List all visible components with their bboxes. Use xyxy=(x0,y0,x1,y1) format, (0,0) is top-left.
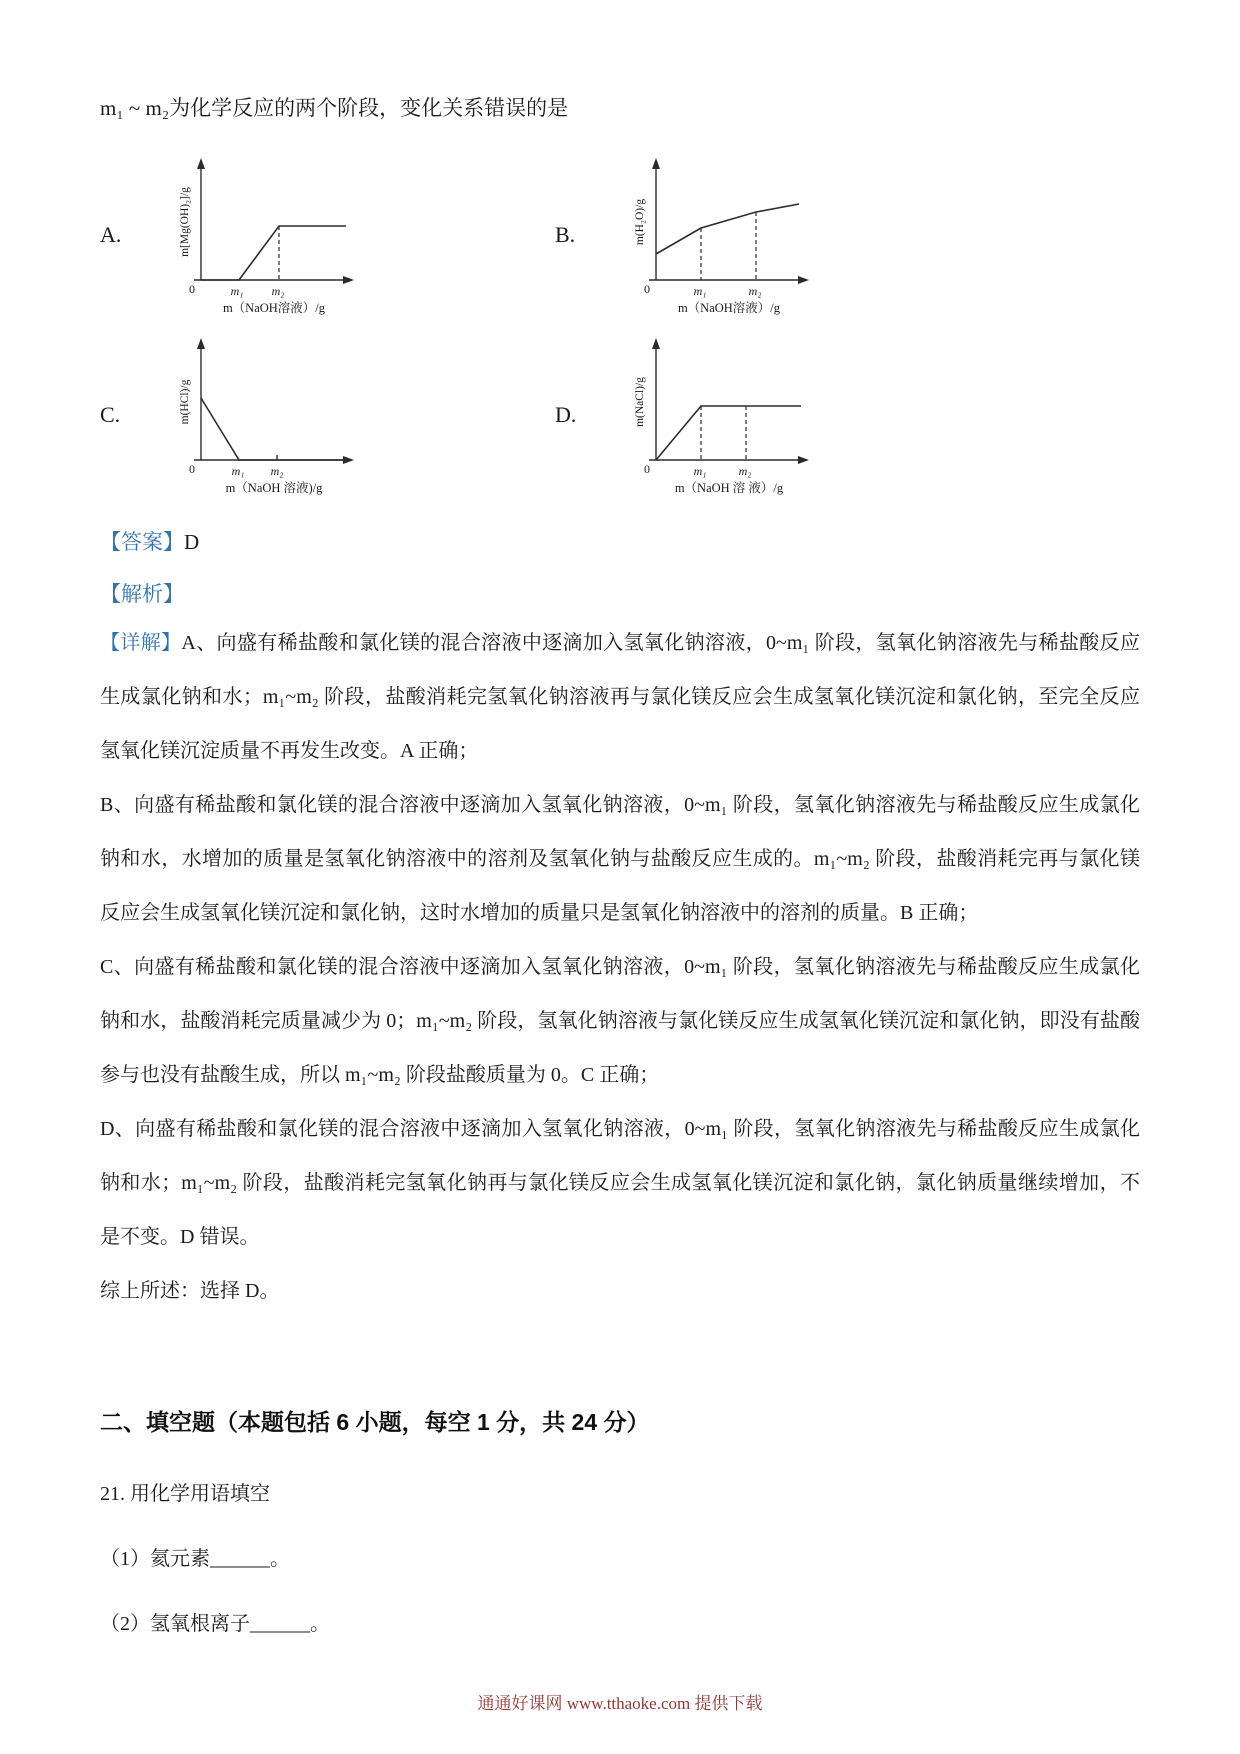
x-axis-arrow-icon xyxy=(343,276,354,284)
option-d-chart xyxy=(601,332,841,498)
option-b xyxy=(555,152,1140,318)
question-stem: m₁ ~ m₂为化学反应的两个阶段，变化关系错误的是 xyxy=(100,96,569,120)
section-header: 二、填空题（本题包括 6 小题，每空 1 分，共 24 分） xyxy=(100,1409,650,1435)
curve-c xyxy=(201,398,346,460)
tick-zero: 0 xyxy=(644,282,650,296)
explanation-paragraph-d: D、向盛有稀盐酸和氯化镁的混合溶液中逐滴加入氢氧化钠溶液，0~m₁ 阶段，氢氧化钠溶液先与稀盐酸反应生成氯化钠和水；m₁~m₂ 阶段，盐酸消耗完氢氧化钠再与氯化镁反应会生成氢氧化镁沉淀和氯化钠，氯化钠质量继续增加，不是不变。D 错误。 xyxy=(100,1118,1140,1248)
answer-line xyxy=(100,526,1140,556)
option-b-label: B. xyxy=(555,222,576,247)
tick-m1: m₁ xyxy=(231,464,245,478)
question-21-blank-2: （2）氢氧根离子______。 xyxy=(100,1613,330,1635)
x-axis-label: m（NaOH 溶 液）/g xyxy=(674,481,784,495)
explanation-paragraph-c: C、向盛有稀盐酸和氯化镁的混合溶液中逐滴加入氢氧化钠溶液，0~m₁ 阶段，氢氧化钠溶液先与稀盐酸反应生成氯化钠和水，盐酸消耗完质量减少为 0；m₁~m₂ 阶段，氢氧化钠溶液与氯化镁反应生成氢氧化镁沉淀和氯化钠，即没有盐酸参与也没有盐酸生成，所以 m₁~m₂ 阶段盐酸质量为 0。C 正确； xyxy=(100,956,1140,1086)
explanation-paragraph-b: B、向盛有稀盐酸和氯化镁的混合溶液中逐滴加入氢氧化钠溶液，0~m₁ 阶段，氢氧化钠溶液先与稀盐酸反应生成氯化钠和水，水增加的质量是氢氧化钠溶液中的溶剂及氢氧化钠与盐酸反应生成的。m₁~m₂ 阶段，盐酸消耗完再与氯化镁反应会生成氢氧化镁沉淀和氯化钠，这时水增加的质量只是氢氧化钠溶液中的溶剂的质量。B 正确； xyxy=(100,794,1140,924)
option-c-label: C. xyxy=(100,402,121,427)
option-c-chart xyxy=(146,332,386,498)
conclusion-line: 综上所述：选择 D。 xyxy=(100,1280,280,1302)
tick-zero: 0 xyxy=(644,462,650,476)
y-axis-label: m(NaCl)/g xyxy=(634,377,646,427)
tick-m2: m₂ xyxy=(748,284,762,298)
tick-zero: 0 xyxy=(189,462,195,476)
option-a-chart xyxy=(146,152,386,318)
options-grid xyxy=(100,152,1140,498)
detail-tag: 【详解】 xyxy=(100,632,182,654)
y-axis-label: m[Mg(OH)₂]/g xyxy=(179,187,191,257)
analysis-line xyxy=(100,578,1140,608)
x-axis-label: m（NaOH溶液）/g xyxy=(677,301,781,315)
explanation-text-a: A、向盛有稀盐酸和氯化镁的混合溶液中逐滴加入氢氧化钠溶液，0~m₁ 阶段，氢氧化钠溶液先与稀盐酸反应生成氯化钠和水；m₁~m₂ 阶段，盐酸消耗完氢氧化钠溶液再与氯化镁反应会生成氢氧化镁沉淀和氯化钠，至完全反应氢氧化镁沉淀质量不再发生改变。A 正确； xyxy=(100,632,1140,762)
explanation-block xyxy=(100,616,1140,1318)
answer-tag: 【答案】 xyxy=(100,530,184,554)
page-footer: 通通好课网 www.tthaoke.com 提供下载 xyxy=(477,1694,763,1713)
option-a xyxy=(100,152,555,318)
answer-value: D xyxy=(184,530,200,554)
curve-b xyxy=(656,204,799,254)
option-b-chart xyxy=(601,152,841,318)
explanation-paragraph-a xyxy=(100,616,1140,778)
tick-m1: m₁ xyxy=(230,284,244,298)
tick-m1: m₁ xyxy=(693,284,707,298)
curve-d xyxy=(656,406,801,460)
question-21-title: 21. 用化学用语填空 xyxy=(100,1483,270,1505)
option-d-label: D. xyxy=(555,402,577,427)
tick-m2: m₂ xyxy=(271,284,285,298)
x-axis-arrow-icon xyxy=(798,456,809,464)
tick-m2: m₂ xyxy=(738,464,752,478)
tick-zero: 0 xyxy=(189,282,195,296)
analysis-tag: 【解析】 xyxy=(100,582,184,606)
curve-a xyxy=(201,226,346,280)
x-axis-label: m（NaOH溶液）/g xyxy=(222,301,326,315)
option-c xyxy=(100,332,555,498)
tick-m2: m₂ xyxy=(270,464,284,478)
x-axis-label: m（NaOH 溶液)/g xyxy=(225,481,323,495)
option-a-label: A. xyxy=(100,222,122,247)
question-21-blank-1: （1）氦元素______。 xyxy=(100,1548,290,1570)
tick-m1: m₁ xyxy=(693,464,707,478)
option-d xyxy=(555,332,1140,498)
x-axis-arrow-icon xyxy=(798,276,809,284)
y-axis-label: m(H₂O)/g xyxy=(634,198,646,246)
y-axis-label: m(HCl)/g xyxy=(179,379,191,425)
